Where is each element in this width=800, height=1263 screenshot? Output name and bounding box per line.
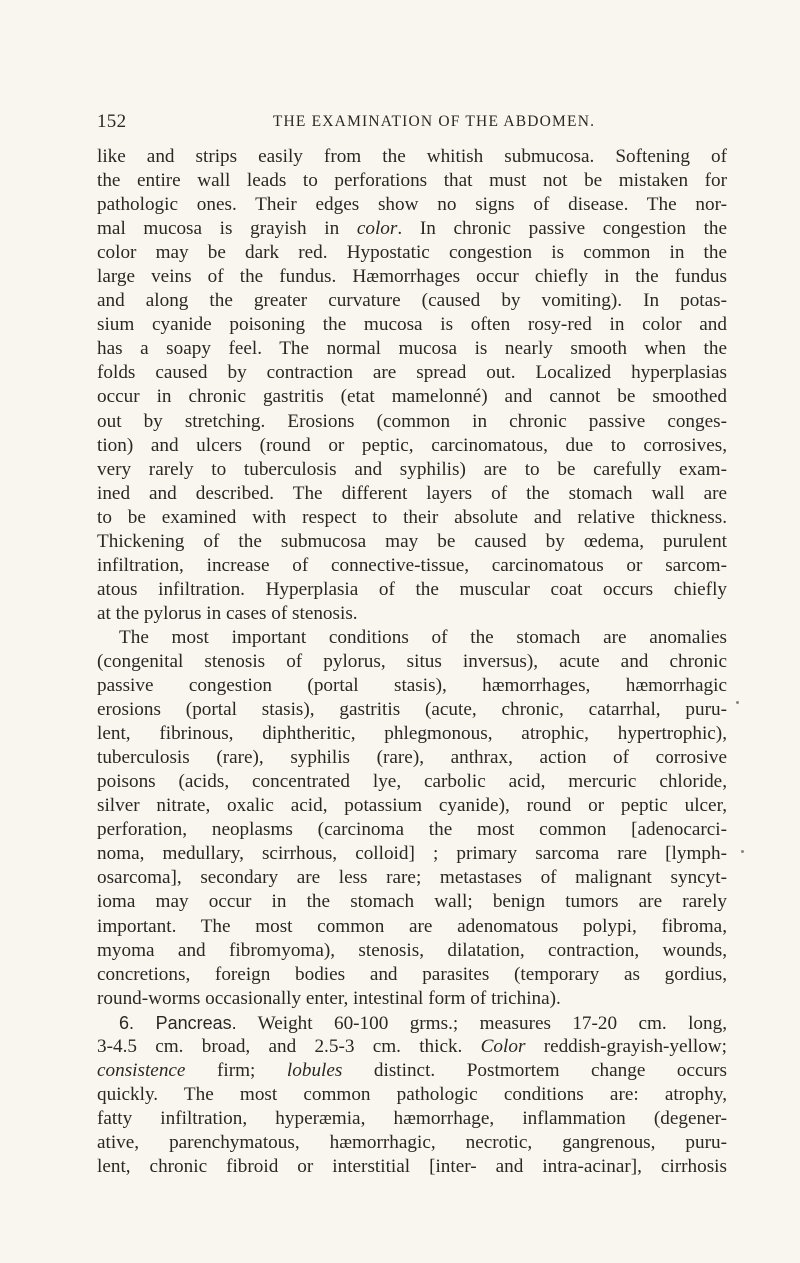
line-text: Thickening of the submucosa may be caused by œdema, purulent (97, 530, 727, 552)
line-text: tion) and ulcers (round or peptic, carcinomatous, due to corrosives, (97, 434, 727, 456)
line-text: large veins of the fundus. Hæmorrhages occur chiefly in the fundus (97, 266, 727, 288)
text-line (97, 434, 727, 458)
line-text: important. The most common are adenomatous polypi, fibroma, (97, 915, 727, 937)
text-line (97, 1131, 727, 1155)
line-text: ative, parenchymatous, hæmorrhagic, necrotic, gangrenous, puru- (97, 1131, 727, 1153)
text-line (97, 1107, 727, 1131)
running-head: THE EXAMINATION OF THE ABDOMEN. (272, 113, 596, 130)
line-text: and along the greater curvature (caused by vomiting). In potas- (97, 290, 727, 312)
text-line (97, 217, 727, 241)
line-text: ined and described. The different layers of the stomach wall are (97, 482, 727, 504)
text-line (97, 1083, 727, 1107)
text-line (97, 458, 727, 482)
text-line (97, 963, 727, 987)
text-line (97, 674, 727, 698)
line-text: passive congestion (portal stasis), hæmorrhages, hæmorrhagic (97, 675, 727, 697)
text-line (97, 794, 727, 818)
line-text: silver nitrate, oxalic acid, potassium cyanide), round or peptic ulcer, (97, 795, 727, 817)
text-line (97, 1059, 727, 1083)
line-text: lent, chronic fibroid or interstitial [inter- and intra-acinar], cirrhosis (97, 1155, 727, 1177)
text-line (97, 602, 727, 626)
text-line (97, 313, 727, 337)
text-line (97, 241, 727, 265)
line-text: fatty infiltration, hyperæmia, hæmorrhage, inflammation (degener- (97, 1107, 727, 1129)
line-text: pathologic ones. Their edges show no signs of disease. The nor- (97, 194, 727, 216)
page-header (97, 111, 727, 135)
line-text: to be examined with respect to their absolute and relative thickness. (97, 506, 727, 528)
text-line (97, 939, 727, 963)
text-line (97, 169, 727, 193)
section-heading: 6. Pancreas. (119, 1012, 237, 1033)
line-text: at the pylorus in cases of stenosis. (97, 602, 358, 624)
line-text: atous infiltration. Hyperplasia of the muscular coat occurs chiefly (97, 578, 727, 600)
line-text: tuberculosis (rare), syphilis (rare), anthrax, action of corrosive (97, 747, 727, 769)
text-line (97, 361, 727, 385)
text-line (97, 842, 727, 866)
line-text: erosions (portal stasis), gastritis (acute, chronic, catarrhal, puru- (97, 699, 727, 721)
text-line (97, 1035, 727, 1059)
text-line (97, 530, 727, 554)
text-line (97, 193, 727, 217)
text-line (97, 554, 727, 578)
text-line (97, 915, 727, 939)
text-line (97, 482, 727, 506)
text-line (97, 866, 727, 890)
text-line (97, 1011, 727, 1035)
line-text: occur in chronic gastritis (etat mamelonné) and cannot be smoothed (97, 386, 727, 408)
text-line (97, 1155, 727, 1179)
text-line (97, 265, 727, 289)
text-line (97, 626, 727, 650)
line-text: sium cyanide poisoning the mucosa is often rosy-red in color and (97, 314, 727, 336)
text-line (97, 746, 727, 770)
text-line (97, 987, 727, 1011)
line-text: infiltration, increase of connective-tissue, carcinomatous or sarcom- (97, 554, 727, 576)
line-text: Weight 60-100 grms.; measures 17-20 cm. long, (236, 1012, 727, 1034)
body-text (97, 145, 727, 1179)
line-text: the entire wall leads to perforations that must not be mistaken for (97, 170, 727, 192)
line-text: perforation, neoplasms (carcinoma the most common [adenocarci- (97, 819, 727, 841)
line-text: very rarely to tuberculosis and syphilis) are to be carefully exam- (97, 458, 727, 480)
text-line (97, 722, 727, 746)
line-text: poisons (acids, concentrated lye, carbolic acid, mercuric chloride, (97, 771, 727, 793)
margin-speck (736, 701, 739, 704)
text-line (97, 410, 727, 434)
line-text: reddish-grayish-yellow; (525, 1035, 727, 1057)
text-line (97, 770, 727, 794)
line-text: round-worms occasionally enter, intestinal form of trichina). (97, 987, 561, 1009)
margin-speck (741, 850, 744, 853)
italic-term: Color (480, 1035, 526, 1057)
line-text: firm; (185, 1059, 287, 1081)
italic-term: consistence (97, 1059, 186, 1081)
text-line (97, 145, 727, 169)
line-text: The most important conditions of the stomach are anomalies (119, 626, 727, 648)
text-line (97, 289, 727, 313)
text-line (97, 578, 727, 602)
line-text: folds caused by contraction are spread out. Localized hyperplasias (97, 362, 727, 384)
line-text: mal mucosa is grayish in (97, 218, 357, 240)
line-text: has a soapy feel. The normal mucosa is nearly smooth when the (97, 338, 727, 360)
line-text: lent, fibrinous, diphtheritic, phlegmonous, atrophic, hypertrophic), (97, 723, 727, 745)
line-text: 3-4.5 cm. broad, and 2.5-3 cm. thick. (97, 1035, 481, 1057)
line-text: distinct. Postmortem change occurs (342, 1059, 727, 1081)
line-text: out by stretching. Erosions (common in chronic passive conges- (97, 410, 727, 432)
line-text: concretions, foreign bodies and parasites (temporary as gordius, (97, 963, 727, 985)
text-line (97, 337, 727, 361)
text-line (97, 818, 727, 842)
italic-term: lobules (286, 1059, 343, 1081)
line-text: myoma and fibromyoma), stenosis, dilatation, contraction, wounds, (97, 939, 727, 961)
line-text: color may be dark red. Hypostatic congestion is common in the (97, 242, 727, 264)
line-text: . In chronic passive congestion the (397, 218, 727, 240)
line-text: noma, medullary, scirrhous, colloid] ; primary sarcoma rare [lymph- (97, 843, 727, 865)
text-line (97, 698, 727, 722)
line-text: (congenital stenosis of pylorus, situs inversus), acute and chronic (97, 650, 727, 672)
text-line (97, 506, 727, 530)
text-line (97, 650, 727, 674)
text-line (97, 890, 727, 914)
line-text: osarcoma], secondary are less rare; metastases of malignant syncyt- (97, 867, 727, 889)
italic-term: color (356, 218, 398, 240)
page-number: 152 (97, 111, 127, 132)
line-text: quickly. The most common pathologic conditions are: atrophy, (97, 1083, 727, 1105)
line-text: like and strips easily from the whitish submucosa. Softening of (97, 146, 727, 167)
line-text: ioma may occur in the stomach wall; benign tumors are rarely (97, 891, 727, 913)
text-line (97, 385, 727, 409)
